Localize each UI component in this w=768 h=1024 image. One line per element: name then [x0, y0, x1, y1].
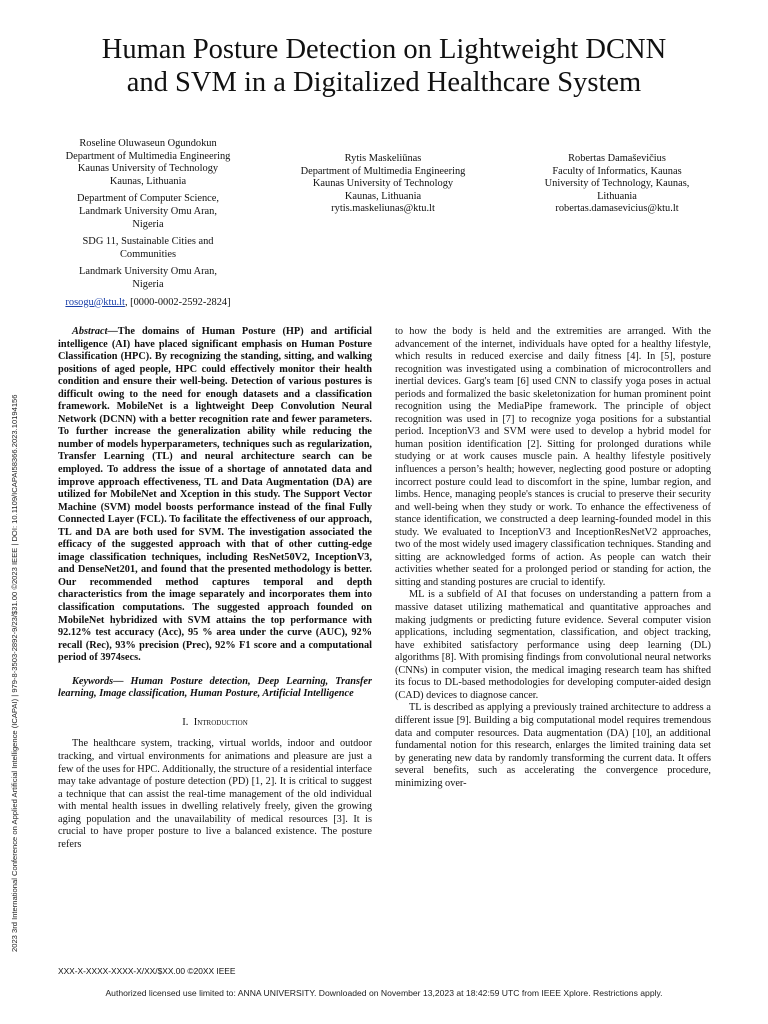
author-affiliation: Nigeria	[132, 278, 164, 290]
section-title: Introduction	[193, 716, 248, 728]
author-affiliation: Communities	[120, 248, 176, 260]
author-orcid: , [0000-0002-2592-2824]	[124, 296, 231, 308]
section-heading	[58, 717, 372, 730]
author-affiliation: Landmark University Omu Aran,	[79, 205, 217, 217]
body-paragraph: ML is a subfield of AI that focuses on understanding a pattern from a massive dataset utilizing mathematical and quantitative approaches and making judgments or predicting future evidence. Several computer vision applications, including segmentation, classification, and object tracking, have exhibited satisfactory performance using deep learning (DL) algorithms [8]. With promising findings from convolutional neural networks (CNNs) in computer vision, the medical imaging research team has shifted its focus to DL-based methodologies for developing computer-aided design (CAD) devices to diagnose cancer.	[395, 589, 711, 701]
paper-title	[40, 33, 728, 99]
abstract-label: Abstract	[72, 326, 108, 337]
keywords-text: — Human Posture detection, Deep Learning, Transfer learning, Image classification, Human Posture, Artificial Intelligence	[58, 675, 372, 700]
author-affiliation: Department of Computer Science,	[77, 193, 219, 205]
author-affiliation: SDG 11, Sustainable Cities and	[82, 236, 214, 248]
keywords	[58, 676, 372, 701]
section-number: I.	[182, 716, 189, 728]
author-name: Robertas Damaševičius	[568, 153, 666, 164]
footer-copyright-id: XXX-X-XXXX-XXXX-X/XX/$XX.00 ©20XX IEEE	[58, 966, 236, 976]
author-affiliation: Kaunas University of Technology	[312, 178, 454, 190]
author-email-link[interactable]: rosogu@ktu.lt	[65, 296, 125, 308]
body-paragraph: TL is described as applying a previously trained architecture to address a different issue [9]. Building a big computational model requires tremendous data and computer resources. Data augmentation (DA) [10], an additional fundamental notion for this research, enlarges the limited training data set by generating new data by randomly transforming the current data. It offers several benefits, such as accelerating the convergence procedure, minimizing over-	[395, 702, 711, 789]
author-affiliation: Department of Multimedia Engineering	[300, 165, 466, 177]
body-paragraph: The healthcare system, tracking, virtual worlds, indoor and outdoor tracking, and virtual environments for animations and pleasure are just a few of the uses for HPC. Additionally, the structure of a residential interface may take advantage of posture detection (PD) [1, 2]. It is critical to suggest a technique that can assist the real-time management of the old individual with mental health issues in dwelling relatively freely, given the growing aging population and the unavailability of medical resources [3]. It is crucial to have proper posture to live a balanced existence. The posture refers	[58, 738, 372, 850]
author-email: robertas.damasevicius@ktu.lt	[555, 203, 679, 215]
conference-sidebar-text: 2023 3rd International Conference on Applied Artificial Intelligence (ICAPAI) | 979-8-3503-2892-9/23/$31.00 ©2023 IEEE | DOI: 10.1109/ICAPAI58366.2023.10194156	[10, 394, 19, 952]
title-line-2: and SVM in a Digitalized Healthcare System	[126, 67, 642, 98]
author-affiliation: Kaunas, Lithuania	[109, 175, 187, 187]
author-affiliation: Landmark University Omu Aran,	[79, 266, 217, 278]
author-block-3	[515, 153, 719, 216]
author-affiliation: University of Technology, Kaunas,	[544, 178, 690, 190]
author-block-1	[46, 138, 250, 309]
footer-license-notice: Authorized licensed use limited to: ANNA UNIVERSITY. Downloaded on November 13,2023 at 18:42:59 UTC from IEEE Xplore. Restrictions apply.	[105, 988, 663, 998]
body-paragraph: to how the body is held and the extremities are arranged. With the advancement of the internet, individuals have opted for a healthy lifestyle, which results in reduced exercise and daily fitness [4]. In [5], posture recognition was investigated using a combination of microcontrollers and inertial devices. Garg's team [6] used CNN to classify yoga poses in actual periods and formalized the basic skeletonization for human prominent point recognition using the MediaPipe framework. The principle of object recognition was used in [7] to recognize yoga positions for a substantial period. InceptionV3 and SVM were used to develop a hybrid model for human position identification [2]. Sitting for prolonged durations while studying or at work causes muscle pain. A healthy lifestyle positively influences a person’s health; however, neglecting good posture or adopting incorrect posture could lead to discomfort in the spine, lumbar region, and limbs. Hence, managing people's stances is crucial to preserve their security and well-being when they study or work. To enhance the effectiveness of stance identification, we constructed a deep learning-founded model in this study. We evaluated to InceptionV3 and InceptionResNetV2 approaches, two of the most widely used imagery classification techniques. Standing and sitting are acknowledged forms of action. As people can watch their activities whether seated for a prolonged period or standing for action, the sitting and standing postures are crucial to identify.	[395, 326, 711, 588]
author-affiliation: Kaunas University of Technology	[77, 163, 219, 175]
author-name: Rytis Maskeliūnas	[344, 153, 422, 164]
abstract	[58, 326, 372, 665]
author-affiliation: Faculty of Informatics, Kaunas	[552, 165, 682, 177]
author-affiliation: Nigeria	[132, 218, 164, 230]
left-column	[58, 326, 372, 851]
author-contact	[46, 297, 250, 310]
author-block-2	[280, 153, 486, 216]
author-affiliation: Department of Multimedia Engineering	[65, 150, 231, 162]
abstract-text: —The domains of Human Posture (HP) and artificial intelligence (AI) have placed significant emphasis on Human Posture Classification (HPC). By recognizing the standing, sitting, and walking positions of aged people, HPC could effectively monitor their health condition and ensure their well-being. Detection of various postures is difficult owing to the need for enough datasets and a classification framework. MobileNet is a lightweight Deep Convolution Neural Network (DCNN) with a better recognition rate and fewer parameters. To further increase the generalization ability while reducing the number of models hyperparameters, techniques such as regularization, Transfer Learning (TL) and neural architecture search can be employed. To address the issue of a shortage of annotated data and improve approach effectiveness, TL and Data Augmentation (DA) are utilized for MobileNet and Xception in this study. The Support Vector Machine (SVM) model boosts performance instead of the final Fully Connected Layer (FCL). To facilitate the effectiveness of our approach, TL and DA are both used for SVM. The investigation associated the efficacy of the suggested approach with that of other cutting-edge image classification techniques, including ResNet50V2, InceptionV3, and DenseNet201, and found that the presented methodology is better. Our recommended method captures temporal and depth characteristics from the image separately and incorporates them into classification computations. The suggested approach founded on MobileNet hybridized with SVM attains the top performance with 92.12% test accuracy (Acc), 95 % area under the curve (AUC), 92% recall (Rec), 93% precision (Prec), 92% F1 score and a computational period of 3974secs.	[58, 326, 372, 664]
author-affiliation: Kaunas, Lithuania	[344, 190, 422, 202]
author-affiliation: Lithuania	[597, 190, 637, 202]
title-line-1: Human Posture Detection on Lightweight DCNN	[101, 34, 667, 65]
keywords-label: Keywords	[72, 675, 114, 687]
author-name: Roseline Oluwaseun Ogundokun	[79, 138, 217, 149]
right-column	[395, 326, 711, 790]
author-email: rytis.maskeliunas@ktu.lt	[331, 203, 435, 215]
